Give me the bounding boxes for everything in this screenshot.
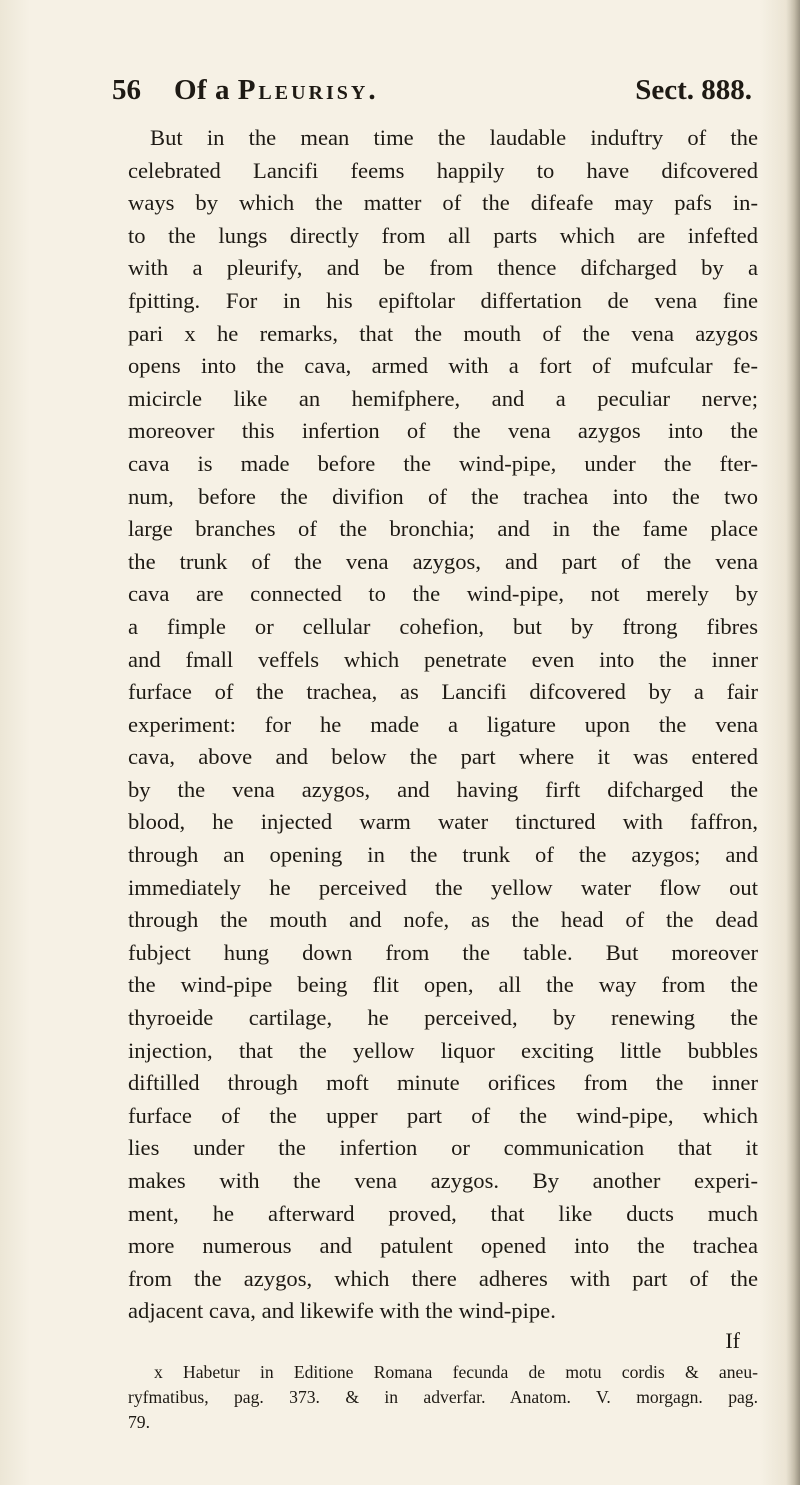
- text-line: moreover this infertion of the vena azygos into the: [128, 418, 758, 444]
- text-line: the wind-pipe being flit open, all the way from the: [128, 972, 758, 998]
- section-number: Sect. 888.: [635, 74, 752, 106]
- text-line: by the vena azygos, and having firft difcharged the: [128, 776, 758, 802]
- page-gutter-shadow: [786, 0, 800, 1485]
- text-line: thyroeide cartilage, he perceived, by renewing the: [128, 1005, 758, 1031]
- text-line: more numerous and patulent opened into the trachea: [128, 1233, 758, 1259]
- text-line: furface of the upper part of the wind-pipe, which: [128, 1102, 758, 1128]
- text-line: cava is made before the wind-pipe, under the fter-: [128, 450, 758, 476]
- text-line: pari x he remarks, that the mouth of the vena azygos: [128, 320, 758, 346]
- text-line: makes with the vena azygos. By another experi-: [128, 1168, 758, 1193]
- text-line: lies under the infertion or communication that it: [128, 1135, 758, 1161]
- text-line: cava, above and below the part where it was entered: [128, 744, 758, 770]
- text-line: micircle like an hemifphere, and a peculiar nerve;: [128, 385, 758, 411]
- text-line: ways by which the matter of the difeafe may pafs in-: [128, 190, 758, 216]
- text-line: a fimple or cellular cohefion, but by ftrong fibres: [128, 613, 758, 639]
- page-number: 56: [112, 74, 141, 106]
- text-line: But in the mean time the laudable induftry of the: [150, 125, 758, 150]
- text-line: to the lungs directly from all parts which are infefted: [128, 222, 758, 248]
- running-title-prefix: Of a: [174, 74, 230, 106]
- text-line: opens into the cava, armed with a fort of mufcular fe-: [128, 353, 758, 379]
- text-line: adjacent cava, and likewife with the wind-pipe.: [128, 1298, 556, 1324]
- text-line: fubject hung down from the table. But moreover: [128, 939, 758, 965]
- text-line: large branches of the bronchia; and in the fame place: [128, 516, 758, 542]
- footnote-line: ryfmatibus, pag. 373. & in adverfar. Anatom. V. morgagn. pag.: [128, 1387, 758, 1407]
- catchword: If: [725, 1328, 740, 1353]
- text-line: and fmall veffels which penetrate even into the inner: [128, 646, 758, 672]
- text-line: diftilled through moft minute orifices from the inner: [128, 1070, 758, 1096]
- text-line: cava are connected to the wind-pipe, not merely by: [128, 581, 758, 607]
- footnote-line: x Habetur in Editione Romana fecunda de motu cordis & aneu-: [154, 1362, 758, 1382]
- running-header: [112, 60, 752, 120]
- text-line: num, before the divifion of the trachea into the two: [128, 483, 758, 509]
- text-line: injection, that the yellow liquor exciting little bubbles: [128, 1037, 758, 1063]
- footnote: [128, 1360, 758, 1435]
- running-title-caps: Pleurisy.: [237, 74, 379, 106]
- text-line: experiment: for he made a ligature upon the vena: [128, 711, 758, 737]
- text-line: ment, he afterward proved, that like ducts much: [128, 1200, 758, 1226]
- text-line: immediately he perceived the yellow water flow out: [128, 874, 758, 900]
- main-text: [128, 122, 758, 1328]
- text-line: from the azygos, which there adheres with part of the: [128, 1265, 758, 1291]
- text-line: the trunk of the vena azygos, and part of the vena: [128, 548, 758, 574]
- text-line: celebrated Lancifi feems happily to have difcovered: [128, 157, 758, 183]
- text-line: through the mouth and nofe, as the head of the dead: [128, 907, 758, 933]
- running-title: [174, 74, 379, 107]
- footnote-line: 79.: [128, 1412, 150, 1432]
- text-line: through an opening in the trunk of the azygos; and: [128, 842, 758, 868]
- text-line: with a pleurify, and be from thence difcharged by a: [128, 255, 758, 281]
- text-line: furface of the trachea, as Lancifi difcovered by a fair: [128, 679, 758, 705]
- text-line: fpitting. For in his epiftolar differtation de vena fine: [128, 287, 758, 313]
- text-line: blood, he injected warm water tinctured with faffron,: [128, 809, 758, 835]
